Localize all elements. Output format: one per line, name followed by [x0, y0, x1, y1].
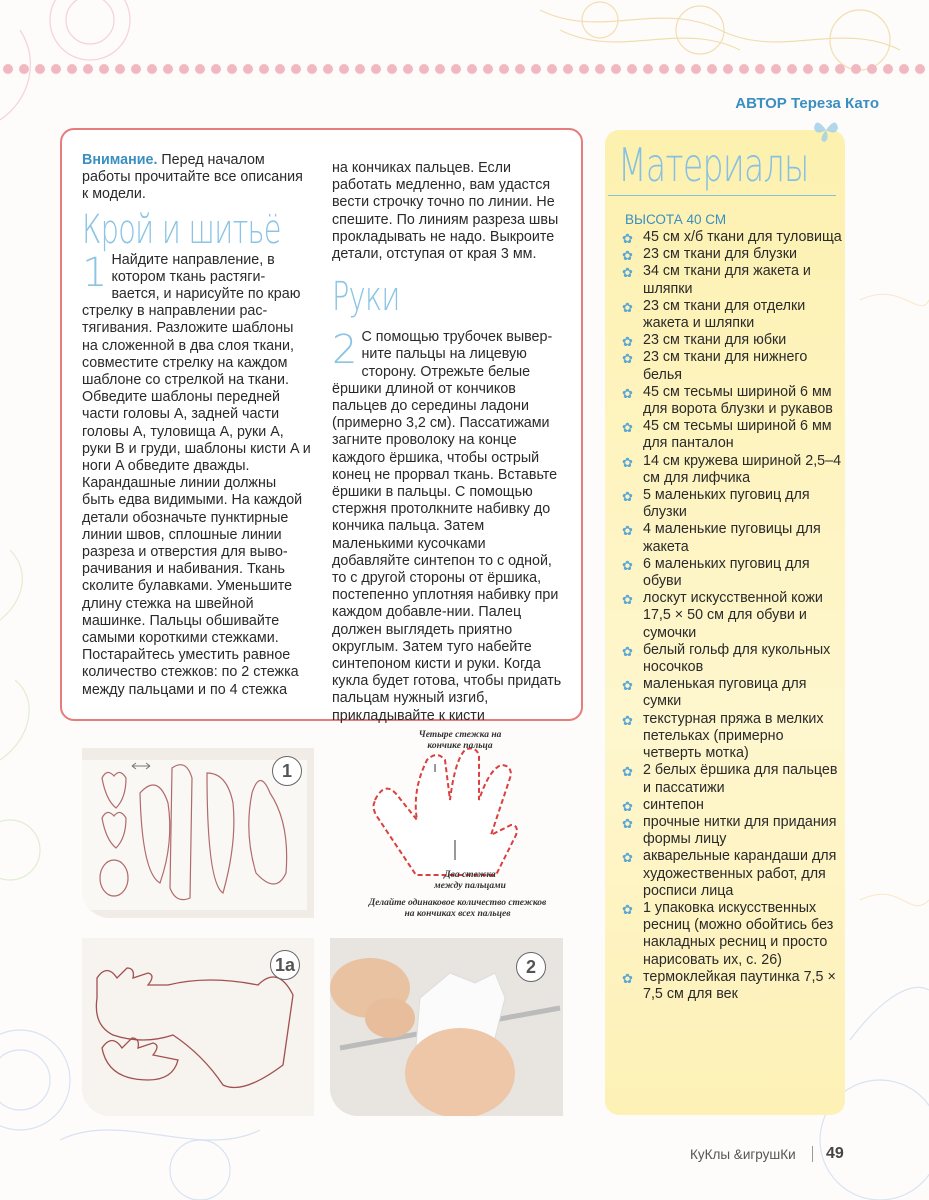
materials-item: ✿ 45 см тесьмы шириной 6 мм для панталон — [622, 418, 832, 452]
flower-bullet-icon: ✿ — [622, 901, 633, 917]
magazine-name: КуКлы &игрушКи — [690, 1147, 796, 1162]
warning-text: Перед началом работы прочитайте все описания к модели. — [82, 152, 303, 203]
flower-bullet-icon: ✿ — [622, 643, 633, 659]
materials-item: ✿ 1 упаковка искусственных ресниц (можно обойтись без накладных ресниц и просто нарисовать их, с. 26) — [622, 899, 834, 968]
diagram-label-tip: Четыре стежка на кончике пальца — [418, 730, 502, 751]
butterfly-icon — [812, 116, 840, 144]
materials-item: ✿ белый гольф для кукольных носочков — [622, 641, 831, 676]
flower-bullet-icon: ✿ — [622, 334, 633, 350]
photo-2-turning-fingers — [330, 938, 563, 1116]
flower-bullet-icon: ✿ — [622, 557, 633, 573]
warning-paragraph — [82, 152, 312, 204]
step-1-text: Найдите направление, в котором ткань растяги-вается, и нарисуйте по краю стрелку в направлении рас-тягивания. Разложите шаблоны на сложенной в два слоя ткани, совместите стрелку на каждом шаблоне со стрелкой на ткани. Обведите шаблоны передней части головы A, задней части головы A, туловища A, руки A, руки B и груди, шаблоны кисти A и ноги A обведите дважды. Карандашные линии должны быть едва видимыми. На каждой детали обозначьте пунктирные линии швов, сплошные линии разреза и отверстия для выво-рачивания и набивания. Ткань сколите булавками. Уменьшите длину стежка на швейной машинке. Пальцы обшивайте самыми короткими стежками. Постарайтесь уместить равное количество стежков: по 2 стежка между пальцами и по 4 стежка — [82, 251, 311, 698]
step-2-text: С помощью трубочек вывер-ните пальцы на лицевую сторону. Отрежьте белые ёршики длиной от кончиков пальцев до середины ладони (примерно 3,2 см). Пассатижами загните проволоку на конце каждого ёршика, чтобы острый конец не прорвал ткань. Вставьте ёршики в пальцы. С помощью стержня протолкните набивку до кончика пальца. Затем маленькими кусочками добавляйте синтепон то с одной, то с другой стороны от ёршика, постепенно уплотняя набивку при каждом добавле-нии. Палец должен выглядеть приятно округлым. Затем туго набейте синтепоном кисти и руки. Когда кукла будет готова, чтобы придать пальцам нужный изгиб, прикладывайте к кисти — [332, 329, 562, 724]
flower-bullet-icon: ✿ — [622, 678, 633, 694]
author-label: АВТОР — [735, 95, 787, 112]
continuation-paragraph: на кончиках пальцев. Если работать медленно, вам удастся вести строчку точно по линии. Не спешите. По линиям разреза швы прокладывать не надо. Выкроите детали, отступая от края 3 мм. — [332, 160, 559, 263]
materials-list — [622, 229, 842, 1003]
dotted-border-decoration — [0, 62, 929, 76]
materials-item: ✿ 23 см ткани для юбки — [622, 332, 787, 350]
step-number-2: 2 — [332, 327, 358, 374]
footer-divider — [812, 1146, 813, 1162]
materials-item: ✿ 23 см ткани для отделки жакета и шляпки — [622, 297, 806, 332]
diagram-label-bottom: Делайте одинаковое количество стежков на кончиках всех пальцев — [368, 898, 547, 919]
materials-item: ✿ 45 см тесьмы шириной 6 мм для ворота блузки и рукавов — [622, 383, 833, 418]
photo-1-patterns — [82, 748, 314, 918]
flower-bullet-icon: ✿ — [622, 592, 633, 608]
warning-label: Внимание. — [82, 152, 158, 168]
materials-item: ✿ 14 см кружева шириной 2,5–4 см для лифчика — [622, 452, 842, 486]
materials-item: ✿ 6 маленьких пуговиц для обуви — [622, 555, 810, 590]
step-number-1: 1 — [82, 249, 108, 296]
flower-bullet-icon: ✿ — [622, 420, 633, 436]
flower-bullet-icon: ✿ — [622, 815, 633, 831]
photo-number-badge: 2 — [516, 952, 546, 982]
flower-bullet-icon: ✿ — [622, 970, 633, 986]
materials-item: ✿ 2 белых ёршика для пальцев и пассатижи — [622, 762, 838, 796]
photo-1a-arm-pattern — [82, 938, 314, 1116]
flower-bullet-icon: ✿ — [622, 231, 633, 246]
materials-title: Материалы — [618, 138, 809, 192]
flower-bullet-icon: ✿ — [622, 385, 633, 401]
materials-title-rule — [608, 195, 836, 196]
materials-item: ✿ 34 см ткани для жакета и шляпки — [622, 263, 811, 297]
text-column-1 — [82, 152, 312, 699]
flower-bullet-icon: ✿ — [622, 712, 633, 728]
flower-bullet-icon: ✿ — [622, 299, 633, 315]
step-2-paragraph — [332, 329, 567, 725]
text-column-2 — [332, 160, 567, 725]
step-1-paragraph — [82, 249, 312, 699]
materials-item: ✿ акварельные карандаши для художественных работ, для росписи лица — [622, 848, 837, 899]
flower-bullet-icon: ✿ — [622, 351, 633, 367]
flower-bullet-icon: ✿ — [622, 265, 633, 281]
flower-bullet-icon: ✿ — [622, 489, 633, 505]
materials-item: ✿ синтепон — [622, 796, 704, 814]
section-title-cut-sew: Крой и шитьё — [82, 206, 281, 253]
stitch-diagram — [345, 730, 565, 930]
materials-item: ✿ 45 см х/б ткани для туловища — [622, 229, 842, 246]
materials-item: ✿ прочные нитки для придания формы лицу — [622, 813, 837, 848]
materials-item: ✿ 5 маленьких пуговиц для блузки — [622, 487, 810, 521]
flower-bullet-icon: ✿ — [622, 764, 633, 780]
materials-item: ✿ 23 см ткани для блузки — [622, 246, 797, 264]
author-credit — [735, 95, 879, 112]
flower-bullet-icon: ✿ — [622, 523, 633, 539]
materials-item: ✿ текстурная пряжа в мелких петельках (примерно четверть мотка) — [622, 710, 824, 762]
flower-bullet-icon: ✿ — [622, 454, 633, 470]
page-number: 49 — [826, 1145, 844, 1162]
flower-bullet-icon: ✿ — [622, 850, 633, 866]
materials-item: ✿ термоклейкая паутинка 7,5 × 7,5 см для век — [622, 968, 836, 1002]
materials-item: ✿ 4 маленькие пуговицы для жакета — [622, 521, 821, 555]
diagram-label-between: Два стежка между пальцами — [434, 870, 506, 891]
materials-item: ✿ лоскут искусственной кожи 17,5 × 50 см для обуви и сумочки — [622, 590, 823, 641]
flower-bullet-icon: ✿ — [622, 248, 633, 264]
materials-item: ✿ 23 см ткани для нижнего белья — [622, 349, 808, 383]
materials-item: ✿ маленькая пуговица для сумки — [622, 676, 807, 710]
flower-bullet-icon: ✿ — [622, 798, 633, 814]
materials-height: ВЫСОТА 40 СМ — [625, 212, 727, 227]
section-title-hands: Руки — [332, 274, 400, 321]
photo-number-badge: 1 — [272, 756, 302, 786]
author-name: Тереза Като — [790, 95, 879, 112]
photo-number-badge: 1a — [270, 950, 300, 980]
